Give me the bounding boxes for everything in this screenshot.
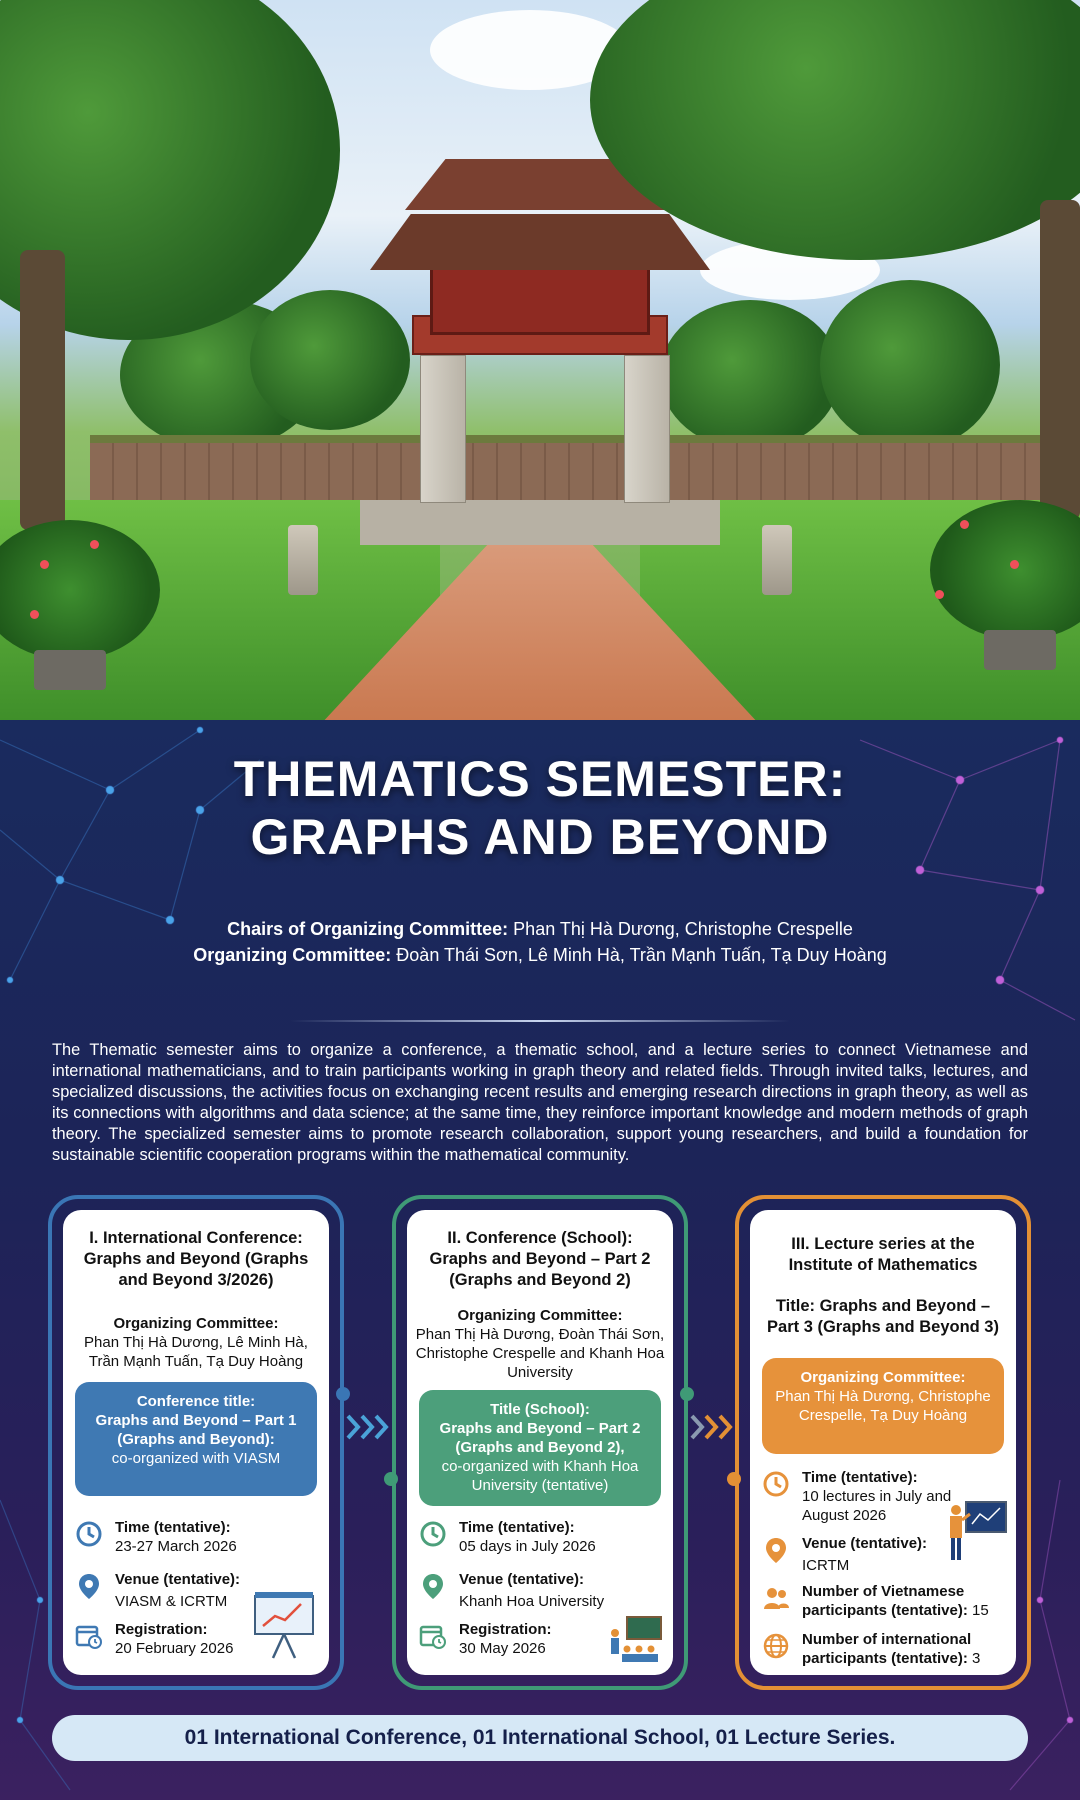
- time-value: 23-27 March 2026: [115, 1538, 237, 1555]
- time-value: 05 days in July 2026: [459, 1538, 596, 1555]
- international-participants-text: [802, 1630, 1007, 1668]
- presentation-board-icon: [253, 1590, 315, 1660]
- venue-value: ICRTM: [802, 1557, 850, 1574]
- flower: [30, 610, 39, 619]
- time-text: [459, 1518, 664, 1556]
- committee-block: [0, 916, 1080, 968]
- venue-value: VIASM & ICRTM: [115, 1593, 228, 1610]
- time-value: 10 lectures in July and August 2026: [802, 1488, 952, 1524]
- stone-lantern: [288, 525, 318, 595]
- page-title: [0, 750, 1080, 866]
- organizing-names: Đoàn Thái Sơn, Lê Minh Hà, Trần Mạnh Tuấn, Tạ Duy Hoàng: [396, 945, 887, 965]
- flower: [960, 520, 969, 529]
- pillar: [624, 355, 670, 503]
- location-pin-icon: [762, 1536, 790, 1564]
- lecture-committee-box: [762, 1358, 1004, 1454]
- calendar-icon: [75, 1622, 103, 1650]
- international-participants-value: 3: [972, 1650, 981, 1667]
- tree-trunk: [1040, 200, 1080, 520]
- card-school: [407, 1210, 673, 1675]
- flower: [1010, 560, 1019, 569]
- chairs-line: [0, 916, 1080, 942]
- registration-value: 30 May 2026: [459, 1640, 546, 1657]
- tree: [660, 300, 840, 450]
- pill-label: Conference title:: [136, 1393, 256, 1410]
- globe-icon: [762, 1632, 790, 1660]
- pill-title: Graphs and Beyond – Part 1 (Graphs and Beyond):: [95, 1412, 297, 1448]
- people-icon: [762, 1584, 790, 1612]
- tree-trunk: [20, 250, 65, 530]
- connector-dot: [336, 1387, 350, 1401]
- chairs-names: Phan Thị Hà Dương, Christophe Crespelle: [513, 919, 853, 939]
- card-heading: II. Conference (School): Graphs and Beyond – Part 2 (Graphs and Beyond 2): [429, 1229, 651, 1289]
- tree: [250, 290, 410, 430]
- temple-steps: [360, 500, 720, 545]
- international-participants-label: Number of international participants (tentative):: [802, 1631, 972, 1667]
- card-subtitle: Title: Graphs and Beyond – Part 3 (Graphs and Beyond 3): [767, 1297, 999, 1336]
- venue-text: [802, 1534, 952, 1575]
- committee-names: Phan Thị Hà Dương, Đoàn Thái Sơn, Christophe Crespelle and Khanh Hoa University: [415, 1326, 665, 1381]
- school-title-box: [419, 1390, 661, 1506]
- committee-label: Organizing Committee:: [113, 1315, 279, 1332]
- pill-names: Phan Thị Hà Dương, Christophe Crespelle, Tạ Duy Hoàng: [775, 1388, 991, 1424]
- intro-paragraph: The Thematic semester aims to organize a conference, a thematic school, and a lecture series to connect Vietnamese and international mathematicians, and to train participants working in graph theory and related fields. Through invited talks, lectures, and specialized discussions, the activities focus on exchanging recent results and emerging research directions in graph theory, as well as its connections with algorithms and data science; at the same time, they reinforce important knowledge and modern methods of graph theory. The specialized semester aims to promote research collaboration, support young researchers, and build a foundation for sustainable scientific cooperation programs within the mathematical community.: [52, 1041, 1028, 1164]
- temple-photo: [0, 0, 1080, 720]
- chairs-label: Chairs of Organizing Committee:: [227, 919, 509, 939]
- flower: [90, 540, 99, 549]
- time-label: Time (tentative):: [115, 1519, 231, 1536]
- tree: [820, 280, 1000, 450]
- registration-value: 20 February 2026: [115, 1640, 234, 1657]
- flower: [935, 590, 944, 599]
- pill-note: co-organized with Khanh Hoa University (tentative): [441, 1458, 639, 1494]
- time-label: Time (tentative):: [802, 1469, 918, 1486]
- time-row: [75, 1518, 319, 1558]
- time-text: [802, 1468, 962, 1525]
- title-line: THEMATICS SEMESTER:: [233, 751, 847, 807]
- connector-dot: [384, 1472, 398, 1486]
- organizing-line: [0, 942, 1080, 968]
- card-conference: [63, 1210, 329, 1675]
- flower: [40, 560, 49, 569]
- time-text: [115, 1518, 320, 1556]
- time-label: Time (tentative):: [459, 1519, 575, 1536]
- divider: [290, 1020, 790, 1022]
- organizing-label: Organizing Committee:: [193, 945, 392, 965]
- pavilion-roof: [370, 200, 710, 270]
- venue-label: Venue (tentative):: [802, 1535, 928, 1552]
- connector-dot: [680, 1387, 694, 1401]
- registration-label: Registration:: [459, 1621, 552, 1638]
- pill-label: Title (School):: [490, 1401, 590, 1418]
- teacher-icon: [944, 1500, 1008, 1562]
- venue-value: Khanh Hoa University: [459, 1593, 605, 1610]
- conference-title-box: [75, 1382, 317, 1496]
- card-committee: [415, 1306, 665, 1382]
- vietnamese-participants-label: Number of Vietnamese participants (tentative):: [802, 1583, 968, 1619]
- card-heading: I. International Conference: Graphs and Beyond (Graphs and Beyond 3/2026): [83, 1229, 309, 1289]
- classroom-icon: [607, 1615, 663, 1663]
- pillar: [420, 355, 466, 503]
- venue-label: Venue (tentative):: [115, 1571, 241, 1588]
- pill-label: Organizing Committee:: [800, 1369, 966, 1386]
- clock-icon: [75, 1520, 103, 1548]
- title-line: GRAPHS AND BEYOND: [250, 809, 830, 865]
- committee-label: Organizing Committee:: [457, 1307, 623, 1324]
- location-pin-icon: [419, 1572, 447, 1600]
- clock-icon: [419, 1520, 447, 1548]
- venue-row: [419, 1570, 663, 1610]
- chevron-right-icon: [688, 1412, 738, 1442]
- committee-names: Phan Thị Hà Dương, Lê Minh Hà, Trần Mạnh Tuấn, Tạ Duy Hoàng: [84, 1334, 308, 1370]
- chevron-right-icon: [344, 1412, 394, 1442]
- clock-icon: [762, 1470, 790, 1498]
- calendar-icon: [419, 1622, 447, 1650]
- connector-dot: [727, 1472, 741, 1486]
- content-panel: [0, 720, 1080, 1800]
- card-lectures: [750, 1210, 1016, 1675]
- stone-lantern: [762, 525, 792, 595]
- registration-label: Registration:: [115, 1621, 208, 1638]
- pill-note: co-organized with VIASM: [111, 1450, 281, 1467]
- venue-label: Venue (tentative):: [459, 1571, 585, 1588]
- time-row: [419, 1518, 663, 1558]
- location-pin-icon: [75, 1572, 103, 1600]
- card-committee: [71, 1314, 321, 1371]
- vietnamese-participants-value: 15: [972, 1602, 989, 1619]
- venue-text: [459, 1570, 664, 1611]
- vietnamese-participants-text: [802, 1582, 1007, 1620]
- summary-banner: 01 International Conference, 01 International School, 01 Lecture Series.: [52, 1715, 1028, 1761]
- pill-title: Graphs and Beyond – Part 2 (Graphs and Beyond 2),: [439, 1420, 641, 1456]
- international-participants-row: [762, 1630, 1006, 1674]
- card-heading: III. Lecture series at the Institute of Mathematics: [788, 1235, 978, 1274]
- vietnamese-participants-row: [762, 1582, 1006, 1626]
